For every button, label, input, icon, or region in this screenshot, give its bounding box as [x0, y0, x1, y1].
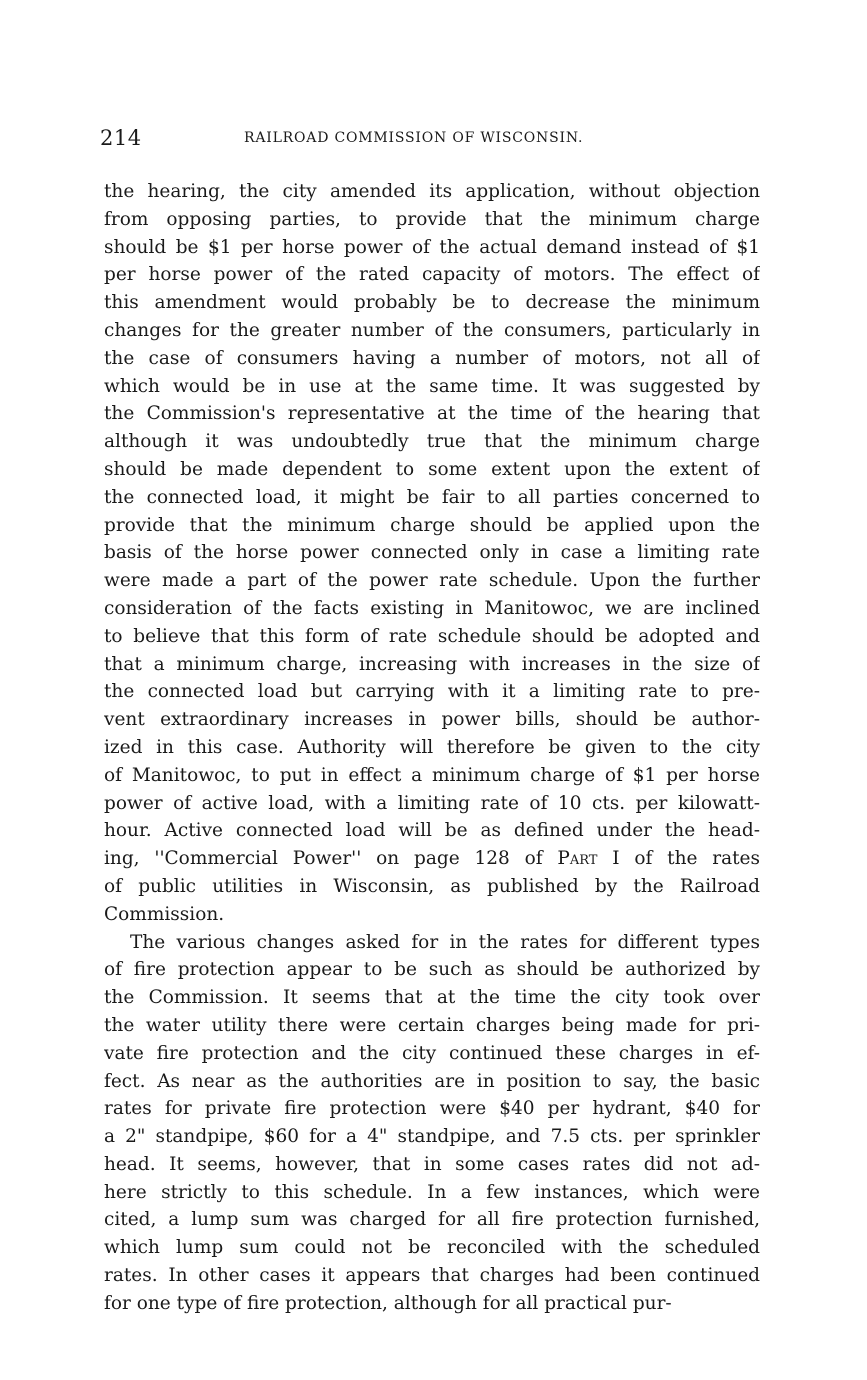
text-line: The various changes asked for in the rates for different types [130, 931, 760, 953]
text-line: ized in this case. Authority will therefore be given to the city [104, 736, 760, 758]
text-line: the hearing, the city amended its application, without objection [104, 181, 760, 202]
text-line: basis of the horse power connected only in case a limiting rate [104, 542, 760, 564]
text-line: from opposing parties, to provide that the minimum charge [104, 208, 760, 230]
text-line: of public utilities in Wisconsin, as published by the Railroad [104, 875, 760, 897]
text-line: for one type of fire protection, although for all practical pur- [104, 1292, 672, 1314]
text-line: although it was undoubtedly true that the minimum charge [104, 431, 760, 453]
text-line: here strictly to this schedule. In a few instances, which were [104, 1181, 760, 1203]
text-line: fect. As near as the authorities are in position to say, the basic [104, 1070, 760, 1092]
text-line: power of active load, with a limiting rate of 10 cts. per kilowatt- [104, 792, 760, 814]
text-line: vent extraordinary increases in power bills, should be author- [104, 709, 760, 731]
text-line: of fire protection appear to be such as should be authorized by [104, 959, 760, 981]
text-line: rates. In other cases it appears that charges had been continued [104, 1265, 760, 1287]
page-number: 214 [100, 126, 142, 150]
text-line: head. It seems, however, that in some cases rates did not ad- [104, 1153, 760, 1175]
text-line: the Commission's representative at the time of the hearing that [104, 403, 760, 425]
text-line: that a minimum charge, increasing with increases in the size of [104, 653, 760, 675]
text-line: provide that the minimum charge should be applied upon the [104, 514, 760, 536]
text-line: Commission. [104, 903, 225, 925]
text-line: the connected load but carrying with it a limiting rate to pre- [104, 681, 760, 703]
text-line: which would be in use at the same time. It was suggested by [104, 375, 760, 397]
text-line: the water utility there were certain charges being made for pri- [104, 1014, 760, 1036]
text-line: rates for private fire protection were $40 per hydrant, $40 for [104, 1098, 760, 1120]
body-text [104, 178, 760, 1318]
text-line: a 2" standpipe, $60 for a 4" standpipe, and 7.5 cts. per sprinkler [104, 1126, 760, 1148]
text-line: vate fire protection and the city continued these charges in ef- [104, 1042, 760, 1064]
text-line: were made a part of the power rate schedule. Upon the further [104, 570, 760, 592]
small-caps-text: Part [557, 848, 598, 870]
text-line: to believe that this form of rate schedule should be adopted and [104, 625, 760, 647]
text-line: consideration of the facts existing in Manitowoc, we are inclined [104, 597, 760, 619]
text-line: the connected load, it might be fair to all parties concerned to [104, 486, 760, 508]
running-title: RAILROAD COMMISSION OF WISCONSIN. [244, 130, 584, 146]
text-line: the case of consumers having a number of motors, not all of [104, 347, 760, 369]
text-line: per horse power of the rated capacity of motors. The effect of [104, 264, 760, 286]
text-line: cited, a lump sum was charged for all fire protection furnished, [104, 1209, 760, 1231]
text-line: should be made dependent to some extent upon the extent of [104, 458, 760, 480]
text-segment: ing, ''Commercial Power'' on page 128 of [104, 848, 558, 870]
text-line: changes for the greater number of the consumers, particularly in [104, 319, 760, 341]
text-line: this amendment would probably be to decrease the minimum [104, 292, 760, 314]
text-line: hour. Active connected load will be as defined under the head- [104, 820, 760, 842]
text-line: should be $1 per horse power of the actual demand instead of $1 [104, 236, 760, 258]
text-line: which lump sum could not be reconciled with the scheduled [104, 1237, 760, 1259]
text-line: of Manitowoc, to put in effect a minimum charge of $1 per horse [104, 764, 760, 786]
text-segment: I of the rates [597, 848, 760, 870]
text-line [104, 845, 760, 873]
text-line: the Commission. It seems that at the time the city took over [104, 987, 760, 1009]
running-head [100, 126, 768, 150]
